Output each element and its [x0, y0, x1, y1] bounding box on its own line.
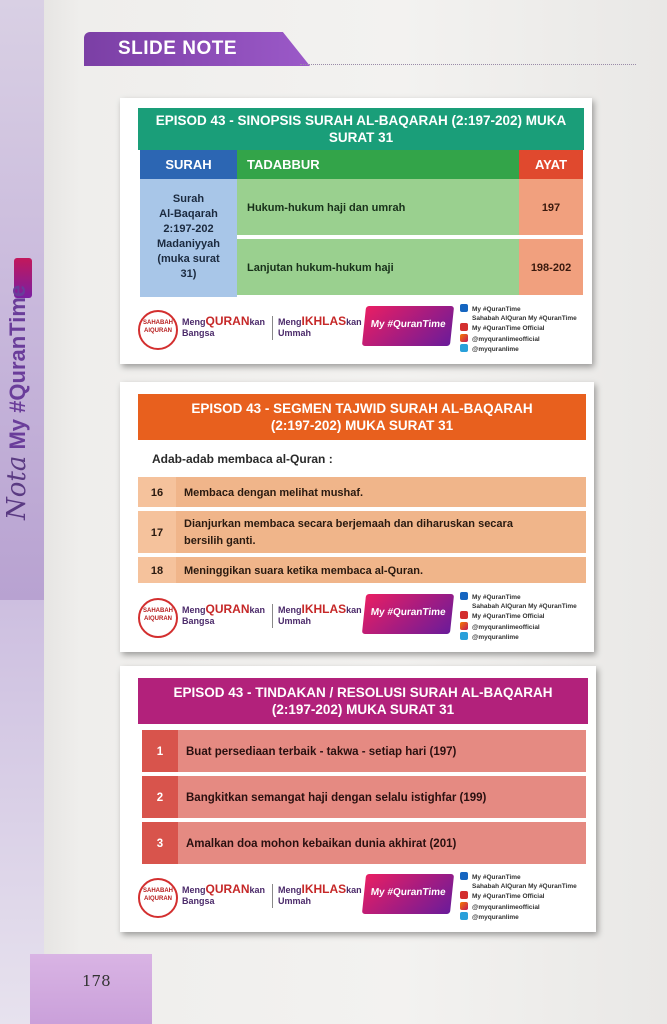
list-item: [138, 557, 586, 585]
social-text: My #QuranTime Official: [472, 325, 545, 333]
social-text: Sahabah AlQuran My #QuranTime: [472, 315, 577, 323]
slogan-divider: [272, 604, 273, 628]
social-links: [460, 592, 577, 642]
side-title-script: Nota: [2, 455, 32, 520]
youtube-icon: [460, 323, 468, 331]
youtube-icon: [460, 611, 468, 619]
page-title: SLIDE NOTE: [118, 38, 238, 59]
col-header-tadabbur: TADABBUR: [237, 150, 519, 179]
instagram-icon: [460, 902, 468, 910]
header-dotted-line: [300, 64, 636, 65]
item-number: 17: [138, 511, 176, 553]
twitter-icon: [460, 344, 468, 352]
social-text: My #QuranTime: [472, 594, 521, 601]
slogan-text: Ummah: [278, 328, 312, 338]
social-links: [460, 304, 577, 354]
slogan-text: Meng: [278, 317, 302, 327]
social-text: @myquranlimeofficial: [472, 903, 540, 911]
slogan-text: Ummah: [278, 896, 312, 906]
card-footer: [138, 302, 582, 354]
card-title-line: EPISOD 43 - TINDAKAN / RESOLUSI SURAH AL-BAQARAH: [173, 685, 553, 700]
twitter-icon: [460, 912, 468, 920]
item-text-line: Dianjurkan membaca secara berjemaah dan diharuskan secara: [184, 518, 513, 530]
slogan-quran: [182, 604, 265, 627]
card-footer: [138, 870, 586, 922]
facebook-icon: [460, 592, 468, 600]
item-text: Membaca dengan melihat mushaf.: [184, 487, 364, 499]
card-title-line: (2:197-202) MUKA SURAT 31: [271, 702, 455, 717]
slogan-divider: [272, 884, 273, 908]
slogan-text: Meng: [278, 885, 302, 895]
slogan-text: kan: [249, 317, 266, 327]
slogan-ikhlas: [278, 604, 362, 627]
slogan-text: IKHLAS: [301, 314, 347, 328]
slide-card-tajwid: [120, 382, 594, 652]
ayat-cell: 198-202: [519, 239, 583, 297]
social-text: @myquranlime: [472, 345, 519, 353]
card-title: [138, 394, 586, 440]
side-title-brand: My #QuranTime: [5, 284, 30, 450]
twitter-icon: [460, 632, 468, 640]
myquran-badge: My #QuranTime: [362, 874, 454, 914]
facebook-icon: [460, 304, 468, 312]
sahabah-logo: SAHABAH AlQURAN: [138, 878, 178, 918]
slide-card-sinopsis: [120, 98, 592, 364]
item-text: Bangkitkan semangat haji dengan selalu istighfar (199): [186, 792, 487, 804]
item-text: Amalkan doa mohon kebaikan dunia akhirat (201): [186, 838, 457, 850]
slogan-text: Meng: [278, 605, 302, 615]
slogan-text: Bangsa: [182, 616, 215, 626]
slogan-text: Bangsa: [182, 896, 215, 906]
card-title-line: (2:197-202) MUKA SURAT 31: [270, 418, 454, 433]
social-text: My #QuranTime: [472, 306, 521, 313]
myquran-badge: My #QuranTime: [362, 594, 454, 634]
list-item: [142, 822, 586, 866]
slogan-text: QURAN: [205, 882, 250, 896]
social-text: @myquranlimeofficial: [472, 623, 540, 631]
slogan-text: kan: [249, 885, 266, 895]
list-item: [138, 511, 586, 555]
side-book-title: [2, 285, 32, 520]
tajwid-intro: Adab-adab membaca al-Quran :: [152, 452, 333, 466]
slogan-text: Bangsa: [182, 328, 215, 338]
surah-line: Madaniyyah: [157, 238, 220, 250]
surah-line: 2:197-202: [163, 223, 214, 235]
social-text: @myquranlimeofficial: [472, 335, 540, 343]
surah-line: Surah: [172, 193, 205, 205]
tadabbur-cell: Lanjutan hukum-hukum haji: [237, 239, 519, 297]
slogan-text: QURAN: [205, 602, 250, 616]
surah-cell: [140, 179, 237, 297]
social-text: Sahabah AlQuran My #QuranTime: [472, 883, 577, 891]
slogan-text: Meng: [182, 885, 206, 895]
item-text-line: bersilih ganti.: [184, 535, 256, 547]
slogan-ikhlas: [278, 884, 362, 907]
item-text: [184, 516, 578, 550]
item-number: 3: [142, 822, 178, 864]
card-title: EPISOD 43 - SINOPSIS SURAH AL-BAQARAH (2:197-202) MUKA SURAT 31: [138, 108, 584, 150]
ayat-cell: 197: [519, 179, 583, 237]
tadabbur-cell: Hukum-hukum haji dan umrah: [237, 179, 519, 237]
slide-card-tindakan: [120, 666, 596, 932]
item-number: 18: [138, 557, 176, 583]
list-item: [142, 730, 586, 774]
instagram-icon: [460, 334, 468, 342]
social-text: My #QuranTime: [472, 874, 521, 881]
slogan-text: IKHLAS: [301, 882, 347, 896]
item-number: 1: [142, 730, 178, 772]
slogan-text: Meng: [182, 605, 206, 615]
slogan-quran: [182, 316, 265, 339]
item-text: Buat persediaan terbaik - takwa - setiap hari (197): [186, 746, 457, 758]
instagram-icon: [460, 622, 468, 630]
myquran-badge: My #QuranTime: [362, 306, 454, 346]
slogan-text: Ummah: [278, 616, 312, 626]
social-text: @myquranlime: [472, 633, 519, 641]
social-links: [460, 872, 577, 922]
slogan-text: kan: [346, 317, 362, 327]
list-item: [138, 477, 586, 509]
item-number: 16: [138, 477, 176, 507]
card-title: [138, 678, 588, 724]
slogan-text: IKHLAS: [301, 602, 347, 616]
social-text: My #QuranTime Official: [472, 893, 545, 901]
surah-line: (muka surat: [157, 253, 220, 265]
slogan-text: QURAN: [205, 314, 250, 328]
list-item: [142, 776, 586, 820]
page-number: 178: [82, 972, 111, 990]
social-text: My #QuranTime Official: [472, 613, 545, 621]
slogan-divider: [272, 316, 273, 340]
card-footer: [138, 590, 584, 642]
item-text: Meninggikan suara ketika membaca al-Quran.: [184, 565, 424, 577]
surah-line: Al-Baqarah: [159, 208, 218, 220]
slogan-text: kan: [346, 605, 362, 615]
youtube-icon: [460, 891, 468, 899]
slogan-text: kan: [249, 605, 266, 615]
slogan-quran: [182, 884, 265, 907]
slogan-text: kan: [346, 885, 362, 895]
social-text: Sahabah AlQuran My #QuranTime: [472, 603, 577, 611]
sahabah-logo: SAHABAH AlQURAN: [138, 598, 178, 638]
facebook-icon: [460, 872, 468, 880]
surah-line: 31): [180, 268, 197, 280]
item-number: 2: [142, 776, 178, 818]
col-header-surah: SURAH: [140, 150, 237, 179]
card-title-line: EPISOD 43 - SEGMEN TAJWID SURAH AL-BAQARAH: [191, 401, 533, 416]
col-header-ayat: AYAT: [519, 150, 583, 179]
slogan-ikhlas: [278, 316, 362, 339]
sahabah-logo: SAHABAH AlQURAN: [138, 310, 178, 350]
slogan-text: Meng: [182, 317, 206, 327]
social-text: @myquranlime: [472, 913, 519, 921]
